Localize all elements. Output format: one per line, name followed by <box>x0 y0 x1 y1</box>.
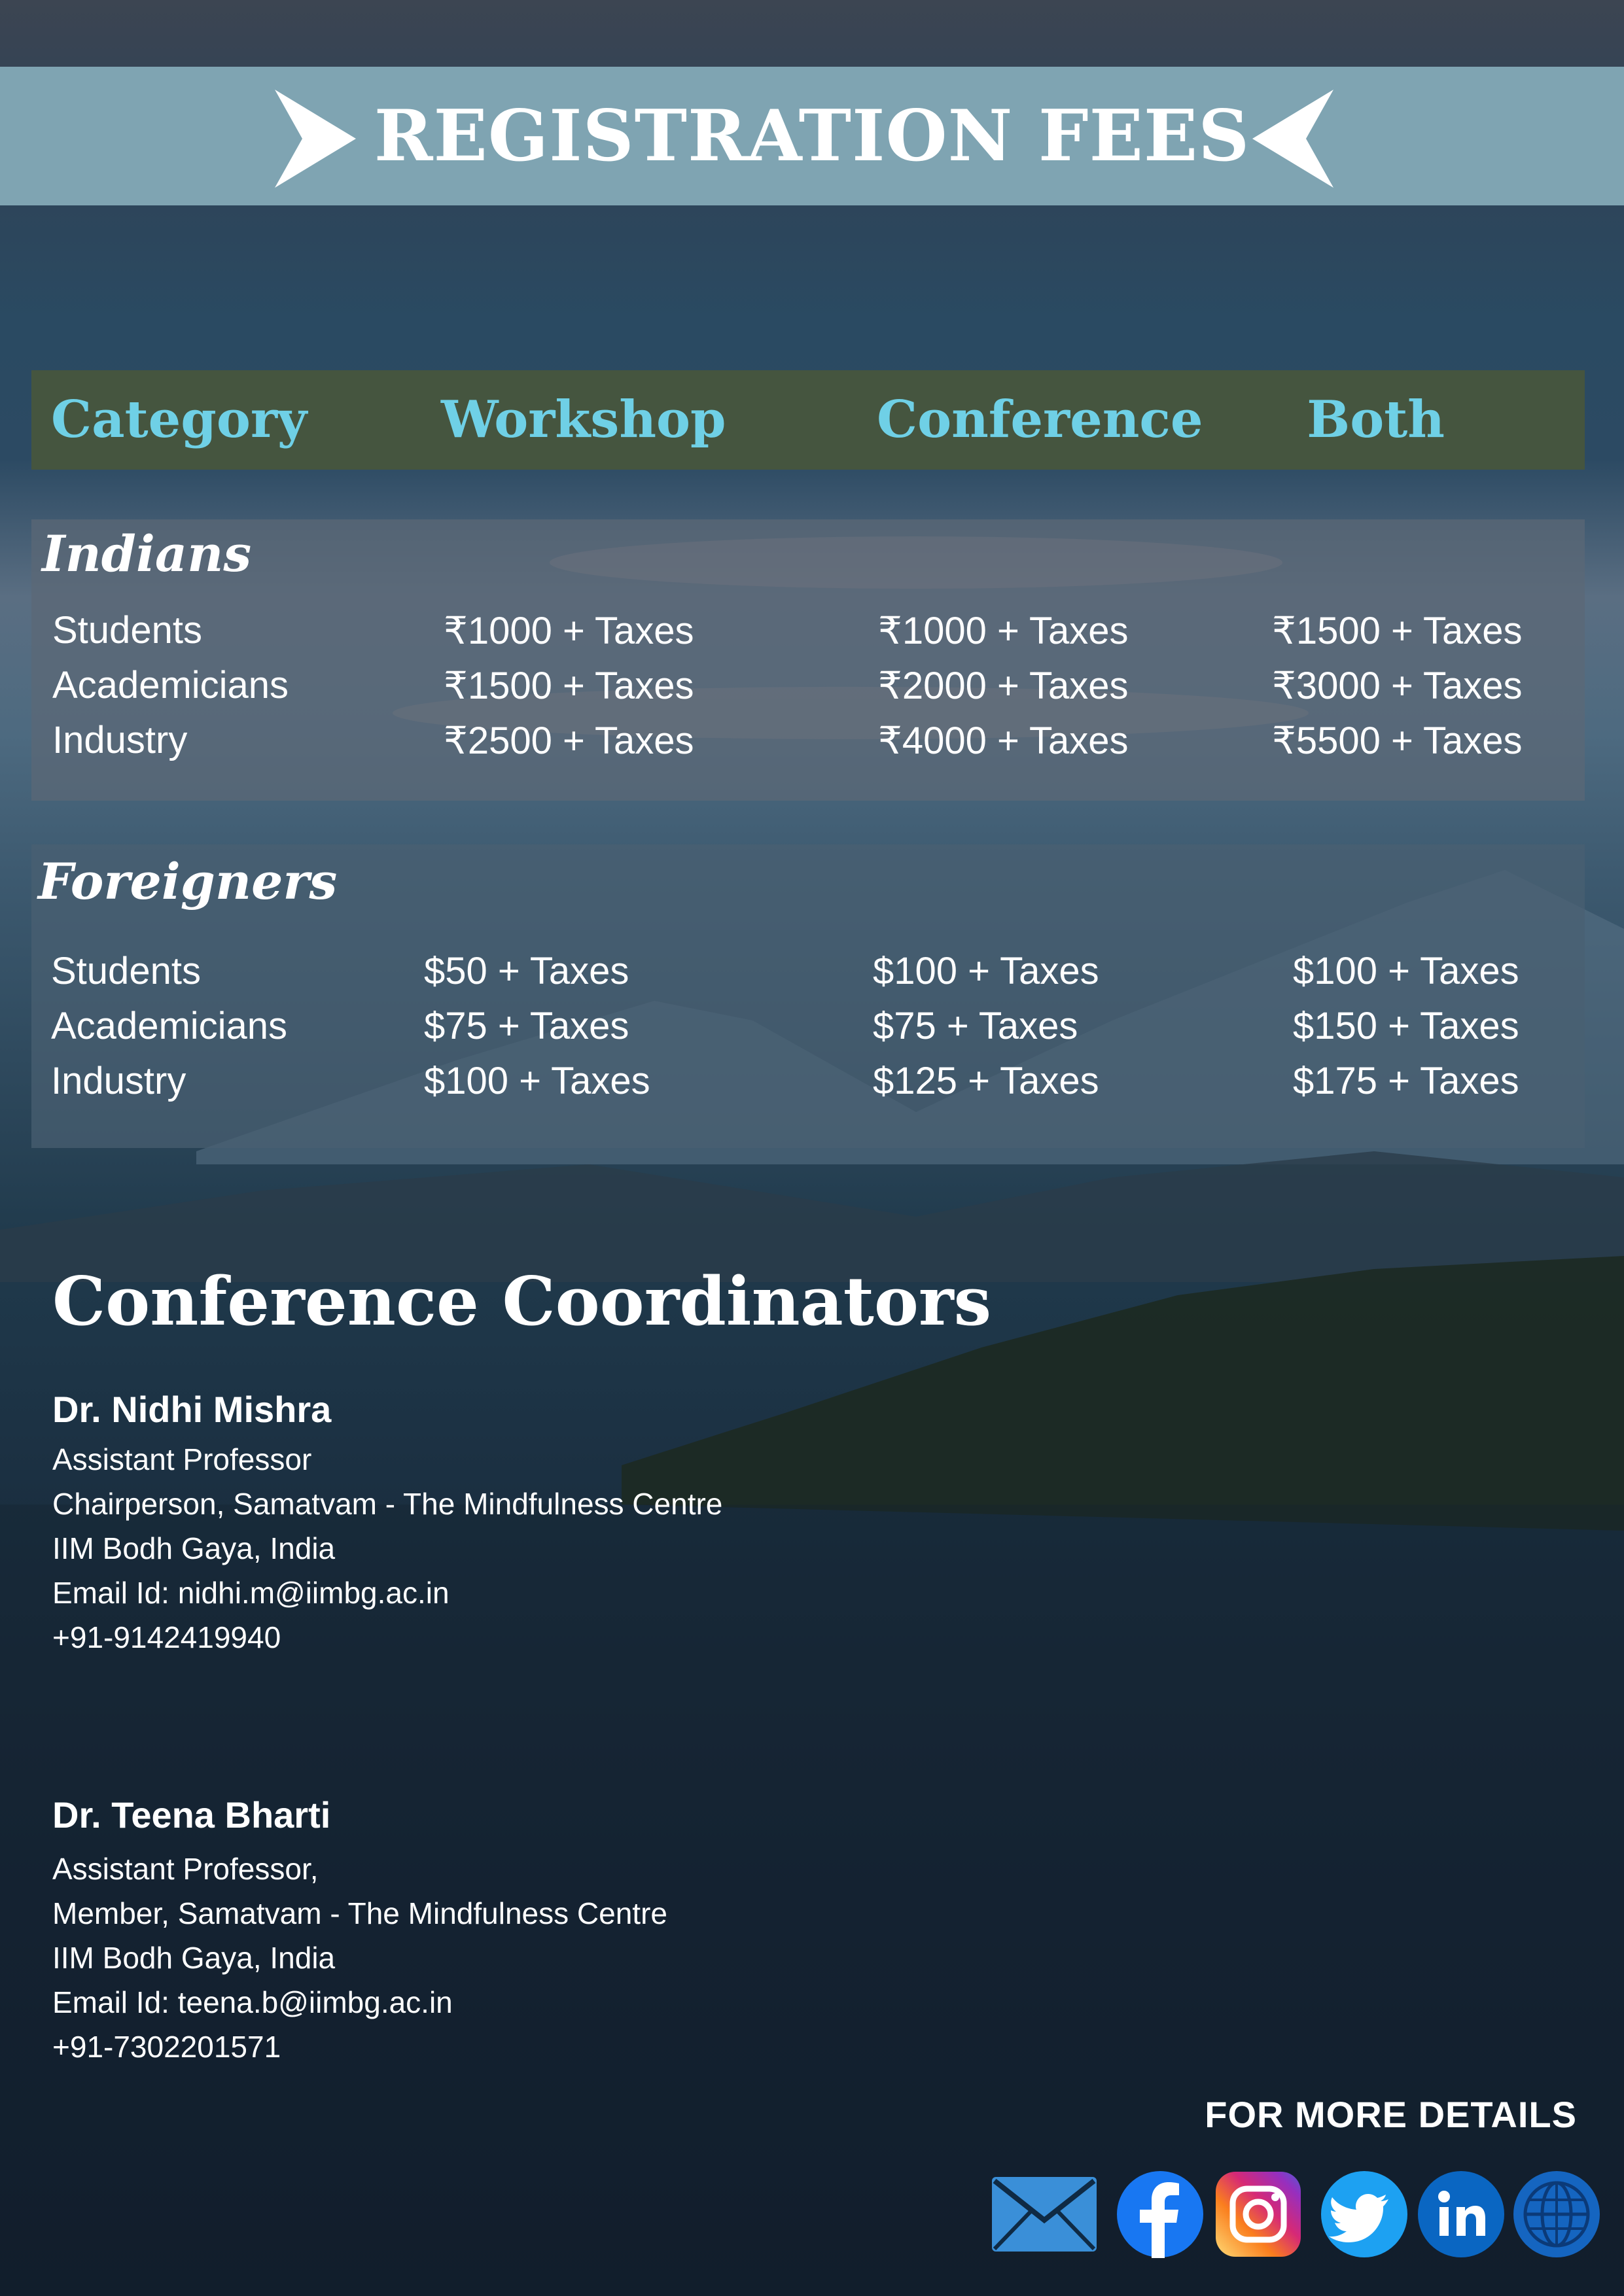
fee-both: $175 + Taxes <box>1293 1060 1519 1102</box>
chevron-right-icon <box>275 90 356 188</box>
coordinator-role: Member, Samatvam - The Mindfulness Centre <box>52 1896 667 1930</box>
group-title: Indians <box>42 525 252 583</box>
coordinator-role: Chairperson, Samatvam - The Mindfulness Centre <box>52 1487 723 1521</box>
coordinator-name: Dr. Nidhi Mishra <box>52 1389 332 1430</box>
fee-workshop: ₹2500 + Taxes <box>444 720 694 762</box>
fee-conference: $75 + Taxes <box>873 1005 1078 1047</box>
row-category: Academicians <box>51 1005 288 1047</box>
coordinator-name: Dr. Teena Bharti <box>52 1794 331 1835</box>
coordinator-phone[interactable]: +91-7302201571 <box>52 2030 281 2064</box>
coordinators-title: Conference Coordinators <box>52 1262 992 1341</box>
fee-conference: $125 + Taxes <box>873 1060 1099 1102</box>
fee-conference: ₹1000 + Taxes <box>878 610 1129 652</box>
row-category: Academicians <box>52 664 289 706</box>
header-both: Both <box>1307 390 1445 449</box>
fee-group-foreigners <box>31 844 1585 1148</box>
coordinator-designation: Assistant Professor <box>52 1442 312 1476</box>
row-category: Students <box>51 950 201 992</box>
fee-conference: $100 + Taxes <box>873 950 1099 992</box>
website-globe-icon[interactable] <box>1513 2170 1600 2258</box>
facebook-icon[interactable] <box>1116 2170 1204 2258</box>
fee-table-header <box>31 370 1585 470</box>
header-category: Category <box>51 390 308 449</box>
coordinator-email[interactable]: Email Id: nidhi.m@iimbg.ac.in <box>52 1576 450 1610</box>
linkedin-icon[interactable] <box>1417 2170 1505 2258</box>
fee-both: ₹1500 + Taxes <box>1272 610 1523 652</box>
coordinator-email[interactable]: Email Id: teena.b@iimbg.ac.in <box>52 1985 453 2019</box>
fee-both: $150 + Taxes <box>1293 1005 1519 1047</box>
fee-workshop: $50 + Taxes <box>424 950 629 992</box>
fee-workshop: $75 + Taxes <box>424 1005 629 1047</box>
coordinator-institute: IIM Bodh Gaya, India <box>52 1941 336 1975</box>
fee-both: ₹3000 + Taxes <box>1272 665 1523 707</box>
page-title: REGISTRATION FEES <box>374 95 1250 177</box>
chevron-left-icon <box>1252 90 1333 188</box>
header-banner <box>0 67 1624 205</box>
fee-workshop: ₹1000 + Taxes <box>444 610 694 652</box>
fee-conference: ₹4000 + Taxes <box>878 720 1129 762</box>
fee-conference: ₹2000 + Taxes <box>878 665 1129 707</box>
coordinator-designation: Assistant Professor, <box>52 1852 319 1886</box>
row-category: Industry <box>52 719 188 761</box>
coordinator-institute: IIM Bodh Gaya, India <box>52 1531 336 1565</box>
row-category: Industry <box>51 1060 186 1102</box>
fee-both: ₹5500 + Taxes <box>1272 720 1523 762</box>
coordinator-phone[interactable]: +91-9142419940 <box>52 1620 281 1654</box>
header-workshop: Workshop <box>441 390 726 449</box>
fee-group-indians <box>31 519 1585 801</box>
instagram-icon[interactable] <box>1214 2170 1302 2258</box>
twitter-icon[interactable] <box>1320 2170 1408 2258</box>
fee-both: $100 + Taxes <box>1293 950 1519 992</box>
more-details-label: FOR MORE DETAILS <box>1205 2094 1577 2135</box>
mail-icon[interactable] <box>989 2170 1099 2258</box>
row-category: Students <box>52 609 202 652</box>
fee-workshop: ₹1500 + Taxes <box>444 665 694 707</box>
group-title: Foreigners <box>38 852 338 911</box>
fee-workshop: $100 + Taxes <box>424 1060 650 1102</box>
header-conference: Conference <box>877 390 1203 449</box>
